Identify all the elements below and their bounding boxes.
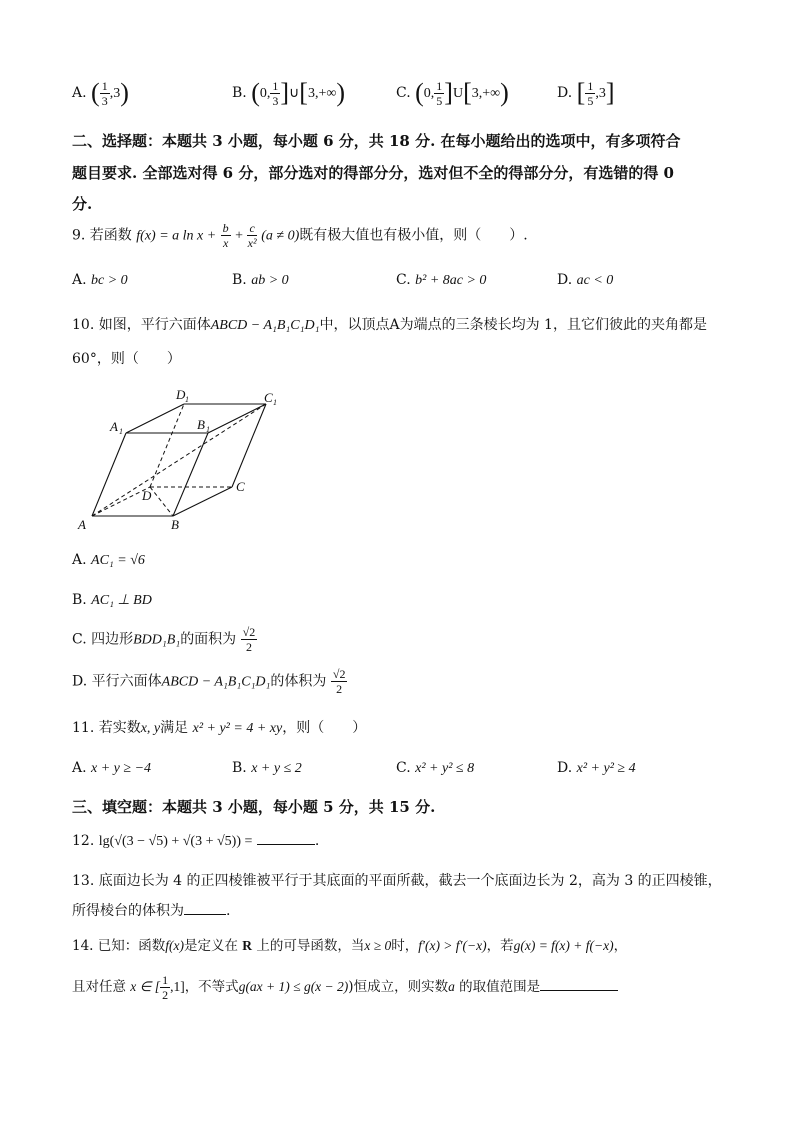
fraction xyxy=(160,974,170,1001)
option-label: A. xyxy=(72,760,87,776)
value: 3 xyxy=(598,86,606,101)
edge-DD1 xyxy=(150,404,184,487)
section2-line3: 分. xyxy=(72,195,93,213)
diagonal-AC1 xyxy=(92,404,266,516)
q10-stem-line1 xyxy=(72,314,707,334)
label-D: D xyxy=(142,488,152,503)
num: 1 xyxy=(272,78,279,93)
option-label: B. xyxy=(232,760,247,776)
bracket: ] xyxy=(444,78,453,107)
num: 1 xyxy=(101,78,108,93)
edge-AA1 xyxy=(92,433,126,516)
q14-text: 是定义在 xyxy=(184,938,238,954)
label-A1: A xyxy=(110,419,118,434)
union: ∪ xyxy=(289,86,300,101)
option-expr: AC₁ = √6 xyxy=(91,553,145,568)
q14-text: 上的可导函数，当 xyxy=(256,938,365,954)
comma: , xyxy=(595,86,599,101)
value: 3 xyxy=(113,86,121,101)
comma: , xyxy=(109,86,114,101)
diagonal-BD xyxy=(150,487,173,516)
option-label: C. xyxy=(396,272,411,288)
paren: ( xyxy=(251,78,260,107)
den: x xyxy=(222,236,229,250)
q11-option-b xyxy=(232,760,302,777)
comma: , xyxy=(430,86,435,101)
q10-text: 中，以顶点A为端点的三条棱长均为 1，且它们彼此的夹角都是 xyxy=(319,317,707,333)
label-C1-sub: 1 xyxy=(273,398,277,407)
den: 5 xyxy=(436,93,443,108)
q8-option-c xyxy=(396,78,509,108)
q14-R: R xyxy=(242,938,253,953)
value: 0 xyxy=(259,86,267,101)
q9-function: f(x) = a ln x + xyxy=(136,228,217,244)
q14-text: ， xyxy=(613,938,628,954)
q10-text: 10. 如图，平行六面体 xyxy=(72,317,211,333)
q14-text: 14. 已知：函数 xyxy=(72,938,166,954)
q12-number: 12. xyxy=(72,833,95,849)
num: c xyxy=(249,221,255,235)
q11-text: 满足 xyxy=(160,720,189,736)
q11-stem xyxy=(72,717,366,737)
edge-B1C1 xyxy=(208,404,266,433)
section2-line2: 题目要求. 全部选对得 6 分，部分选对的得部分分，选对但不全的得部分分，有选错的得 0 xyxy=(72,164,674,182)
q14-text: 且对任意 xyxy=(72,979,126,995)
q13-line2 xyxy=(72,900,230,920)
q14-interval: ,1] xyxy=(170,979,185,994)
q10-option-c xyxy=(72,626,257,653)
option-label: B. xyxy=(72,592,87,608)
paren: ) xyxy=(336,78,346,107)
option-label: B. xyxy=(232,272,247,288)
bracket: ] xyxy=(280,78,290,107)
q14-text: 时， xyxy=(391,938,419,954)
paren: ) xyxy=(120,78,129,107)
value: 3,+∞ xyxy=(307,86,337,101)
union: U xyxy=(452,86,464,101)
bracket: [ xyxy=(299,78,308,107)
num: √2 xyxy=(332,667,346,681)
num: b xyxy=(222,221,229,235)
q12-expr: lg(√(3 − √5) + √(3 + √5)) = xyxy=(98,834,253,849)
den: x² xyxy=(247,236,257,250)
option-text: 的体积为 xyxy=(270,673,327,690)
option-expr: x² + y² ≥ 4 xyxy=(576,761,636,776)
fraction xyxy=(247,222,256,249)
den: 2 xyxy=(245,640,252,654)
q14-text: ，不等式 xyxy=(184,979,239,995)
fraction xyxy=(331,668,348,695)
edge-BB1 xyxy=(173,433,208,516)
option-expr: ABCD − A₁B₁C₁D₁ xyxy=(161,674,271,690)
label-B: B xyxy=(171,517,179,532)
q8-option-d xyxy=(557,78,614,108)
q9-tail: 既有极大值也有极小值，则（ ）. xyxy=(299,227,528,244)
bracket: ] xyxy=(605,78,615,107)
q14-fx: f(x) xyxy=(165,938,184,953)
option-label: A. xyxy=(72,272,87,288)
period: . xyxy=(226,903,231,919)
den: 2 xyxy=(162,988,169,1002)
q14-ineq: f′(x) > f′(−x) xyxy=(418,938,487,953)
option-label: A. xyxy=(72,85,87,101)
value: 3,+∞ xyxy=(471,86,501,101)
paren: ) xyxy=(500,78,509,107)
label-A: A xyxy=(78,517,86,532)
q10-solid: ABCD − A₁B₁C₁D₁ xyxy=(210,318,320,333)
q11-option-c xyxy=(396,760,474,777)
option-label: D. xyxy=(557,85,573,101)
q8-option-a xyxy=(72,78,129,108)
q10-option-b xyxy=(72,592,152,609)
period: . xyxy=(314,833,320,849)
label-D1-sub: 1 xyxy=(185,395,189,404)
q9-number: 9. 若函数 xyxy=(72,227,132,244)
q14-gdef: g(x) = f(x) + f(−x) xyxy=(513,938,614,953)
option-expr: BDD₁B₁ xyxy=(133,632,181,648)
option-label: D. 平行六面体 xyxy=(72,673,162,690)
option-label: D. xyxy=(557,272,573,288)
q14-gineq: g(ax + 1) ≤ g(x − 2) xyxy=(238,979,349,994)
option-label: D. xyxy=(557,760,573,776)
fraction xyxy=(221,222,231,249)
fraction xyxy=(270,80,280,107)
q12-answer-blank[interactable] xyxy=(257,844,315,845)
bracket: [ xyxy=(463,78,472,107)
num: 1 xyxy=(587,78,594,93)
q14-text: 的取值范围是 xyxy=(459,979,541,995)
q9-option-c xyxy=(396,272,486,289)
q14-line2 xyxy=(72,974,618,1001)
option-expr: bc > 0 xyxy=(91,273,128,288)
label-A1-sub: 1 xyxy=(119,427,123,436)
label-D1: D xyxy=(176,387,186,402)
q8-option-b xyxy=(232,78,345,108)
num: 1 xyxy=(162,973,169,987)
q14-a: a xyxy=(448,979,455,994)
edge-BC xyxy=(173,487,232,516)
q10-option-a xyxy=(72,552,145,569)
option-expr: x + y ≤ 2 xyxy=(251,761,302,776)
q11-text: ，则（ ） xyxy=(282,720,367,736)
q9-option-b xyxy=(232,272,289,289)
option-expr: ac < 0 xyxy=(576,273,614,288)
den: 3 xyxy=(101,93,108,108)
q10-stem-line2: 60°，则（ ） xyxy=(72,351,181,367)
q14-line1 xyxy=(72,934,627,954)
value: 0 xyxy=(423,86,431,101)
plus: + xyxy=(235,228,244,244)
q13-answer-blank[interactable] xyxy=(184,914,226,915)
q11-text: 11. 若实数 xyxy=(72,720,141,736)
paren: ( xyxy=(415,78,424,107)
q9-condition: (a ≠ 0) xyxy=(261,228,300,244)
q13-text: 所得棱台的体积为 xyxy=(72,903,184,919)
option-label: C. 四边形 xyxy=(72,631,134,648)
section3-title: 三、填空题：本题共 3 小题，每小题 5 分，共 15 分. xyxy=(72,798,436,816)
q11-option-d xyxy=(557,760,636,777)
q14-interval: x ∈ [ xyxy=(130,979,161,994)
comma: , xyxy=(266,86,271,101)
q11-vars: x, y xyxy=(140,721,161,736)
option-expr: AC₁ ⊥ BD xyxy=(91,593,152,608)
option-expr: ab > 0 xyxy=(251,273,289,288)
option-expr: b² + 8ac > 0 xyxy=(415,273,487,288)
parallelepiped-figure xyxy=(70,382,290,537)
q9-option-d xyxy=(557,272,613,289)
q11-option-a xyxy=(72,760,151,777)
paren: ( xyxy=(91,78,100,107)
option-label: B. xyxy=(232,85,247,101)
fraction xyxy=(100,80,110,107)
fraction xyxy=(241,626,258,653)
fraction xyxy=(434,80,444,107)
num: √2 xyxy=(242,625,256,639)
q11-expr: x² + y² = 4 + xy xyxy=(192,721,283,736)
q12 xyxy=(72,833,319,850)
option-label: A. xyxy=(72,552,87,568)
q9-option-a xyxy=(72,272,128,289)
q9-stem xyxy=(72,222,528,249)
q14-answer-blank[interactable] xyxy=(540,990,618,991)
label-B1-sub: 1 xyxy=(206,425,210,434)
q13-line1: 13. 底面边长为 4 的正四棱锥被平行于其底面的平面所截，截去一个底面边长为 2，高为 3 的正四棱锥， xyxy=(72,873,722,889)
option-label: C. xyxy=(396,85,411,101)
label-C1: C xyxy=(264,390,273,405)
label-C: C xyxy=(236,479,245,494)
section2-line1: 二、选择题：本题共 3 小题，每小题 6 分，共 18 分. 在每小题给出的选项中，有多项符合 xyxy=(72,132,681,150)
q10-option-d xyxy=(72,668,347,695)
edge-A1D1 xyxy=(126,404,184,433)
q14-cond: x ≥ 0 xyxy=(364,938,392,953)
bracket: [ xyxy=(576,78,586,107)
option-text: 的面积为 xyxy=(180,631,237,648)
label-B1: B xyxy=(197,417,205,432)
q14-text: ，若 xyxy=(486,938,514,954)
den: 2 xyxy=(336,682,343,696)
option-expr: x + y ≥ −4 xyxy=(91,761,152,776)
option-expr: x² + y² ≤ 8 xyxy=(415,761,475,776)
den: 5 xyxy=(587,93,594,108)
option-label: C. xyxy=(396,760,411,776)
den: 3 xyxy=(272,93,279,108)
q14-text: )恒成立，则实数 xyxy=(348,979,449,995)
fraction xyxy=(585,80,595,107)
num: 1 xyxy=(436,78,443,93)
edge-CC1 xyxy=(232,404,266,487)
